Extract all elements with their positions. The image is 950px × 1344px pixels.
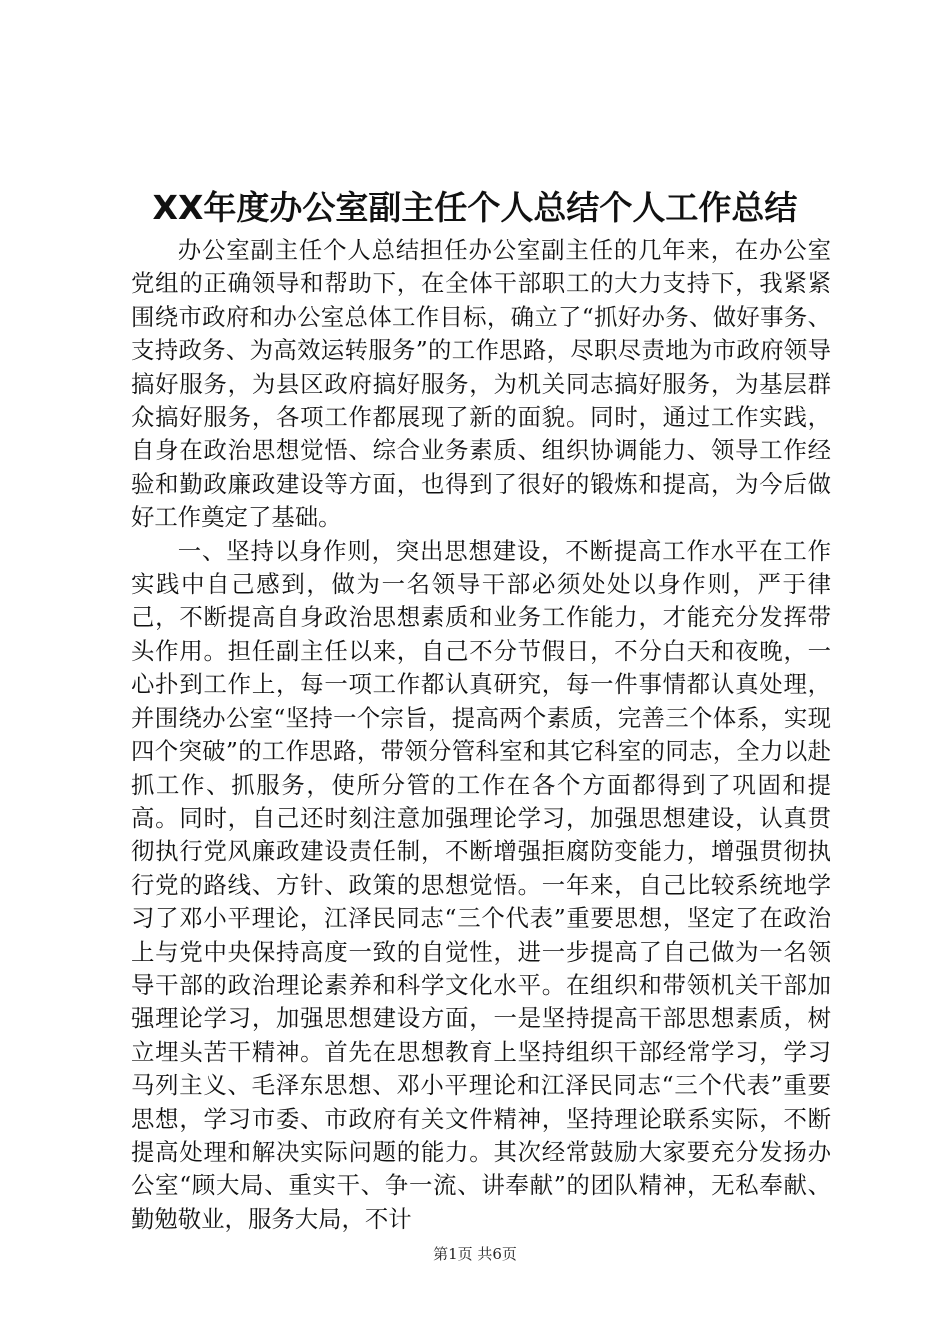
document-body [131,234,831,1236]
paragraph-intro: 办公室副主任个人总结担任办公室副主任的几年来，在办公室党组的正确领导和帮助下，在全体干部职工的大力支持下，我紧紧围绕市政府和办公室总体工作目标，确立了“抓好办务、做好事务、支持政务、为高效运转服务”的工作思路，尽职尽责地为市政府领导搞好服务，为县区政府搞好服务，为机关同志搞好服务，为基层群众搞好服务，各项工作都展现了新的面貌。同时，通过工作实践，自身在政治思想觉悟、综合业务素质、组织协调能力、领导工作经验和勤政廉政建设等方面，也得到了很好的锻炼和提高，为今后做好工作奠定了基础。 [131,236,831,532]
paragraph-section-one: 一、坚持以身作则，突出思想建设，不断提高工作水平在工作实践中自己感到，做为一名领导干部必须处处以身作则，严于律己，不断提高自身政治思想素质和业务工作能力，才能充分发挥带头作用。担任副主任以来，自己不分节假日，不分白天和夜晚，一心扑到工作上，每一项工作都认真研究，每一件事情都认真处理，并围绕办公室“坚持一个宗旨，提高两个素质，完善三个体系，实现四个突破”的工作思路，带领分管科室和其它科室的同志，全力以赴抓工作、抓服务，使所分管的工作在各个方面都得到了巩固和提高。同时，自己还时刻注意加强理论学习，加强思想建设，认真贯彻执行党风廉政建设责任制，不断增强拒腐防变能力，增强贯彻执行党的路线、方针、政策的思想觉悟。一年来，自己比较系统地学习了邓小平理论，江泽民同志“三个代表”重要思想，坚定了在政治上与党中央保持高度一致的自觉性，进一步提高了自己做为一名领导干部的政治理论素养和科学文化水平。在组织和带领机关干部加强理论学习，加强思想建设方面，一是坚持提高干部思想素质，树立埋头苦干精神。首先在思想教育上坚持组织干部经常学习，学习马列主义、毛泽东思想、邓小平理论和江泽民同志“三个代表”重要思想，学习市委、市政府有关文件精神，坚持理论联系实际，不断提高处理和解决实际问题的能力。其次经常鼓励大家要充分发扬办公室“顾大局、重实干、争一流、讲奉献”的团队精神，无私奉献、勤勉敬业，服务大局，不计 [131,536,831,1233]
page-footer: 第1页 共6页 [433,1245,517,1263]
document-title: XX年度办公室副主任个人总结个人工作总结 [152,188,798,227]
